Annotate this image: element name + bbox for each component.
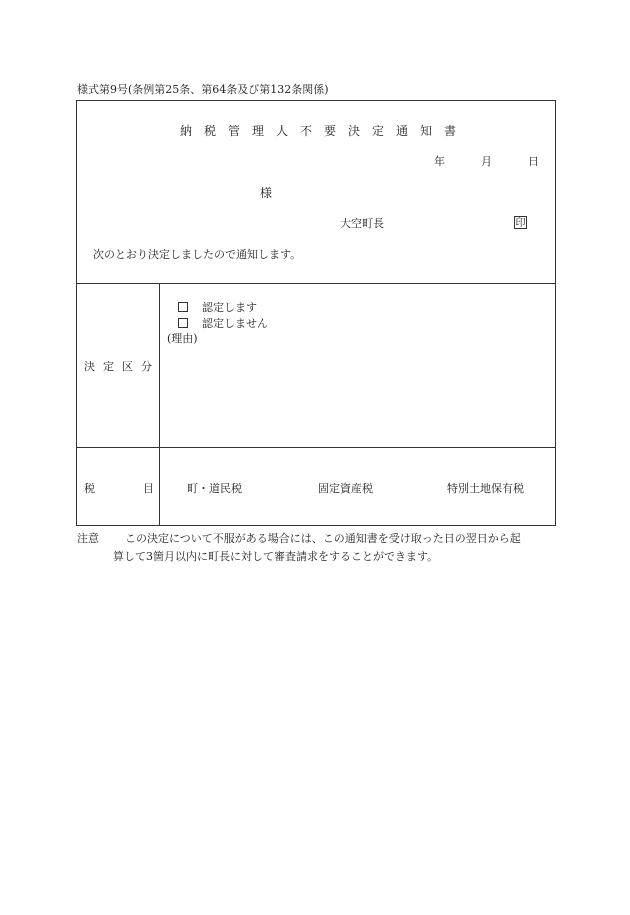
tax-item-municipal: 町・道民税 bbox=[187, 482, 242, 495]
note-label: 注意 bbox=[77, 532, 99, 545]
checkbox-icon[interactable] bbox=[178, 318, 188, 328]
section-divider bbox=[76, 447, 556, 448]
addressee-suffix: 様 bbox=[260, 186, 273, 200]
date-day-label: 日 bbox=[528, 155, 539, 168]
reason-label: (理由) bbox=[167, 332, 198, 345]
date-month-label: 月 bbox=[481, 155, 492, 168]
date-year-label: 年 bbox=[434, 155, 445, 168]
option-label: 認定しません bbox=[202, 317, 268, 330]
note-text-1: この決定について不服がある場合には、この通知書を受け取った日の翌日から起 bbox=[125, 532, 521, 545]
seal-mark: 印 bbox=[515, 218, 526, 229]
tax-category-label bbox=[84, 483, 154, 494]
note-line-2: 算して3箇月以内に町長に対して審査請求をすることができます。 bbox=[113, 550, 439, 563]
option-label: 認定します bbox=[202, 301, 257, 314]
document-title: 納税管理人不要決定通知書 bbox=[180, 124, 469, 138]
issuer-name: 大空町長 bbox=[340, 217, 384, 230]
tax-item-property: 固定資産税 bbox=[318, 482, 373, 495]
decision-category-label: 決定区分 bbox=[84, 360, 160, 373]
option-reject[interactable] bbox=[178, 318, 268, 329]
option-approve[interactable] bbox=[178, 302, 257, 313]
column-divider bbox=[159, 283, 160, 526]
form-number-label: 様式第9号(条例第25条、第64条及び第132条関係) bbox=[77, 83, 329, 96]
tax-item-land-holding: 特別土地保有税 bbox=[447, 482, 524, 495]
checkbox-icon[interactable] bbox=[178, 302, 188, 312]
note-line-1 bbox=[77, 533, 521, 544]
notice-text: 次のとおり決定しましたので通知します。 bbox=[93, 248, 302, 261]
tax-label-char: 税 bbox=[84, 482, 95, 495]
section-divider bbox=[76, 283, 556, 284]
tax-label-char: 目 bbox=[143, 482, 154, 495]
